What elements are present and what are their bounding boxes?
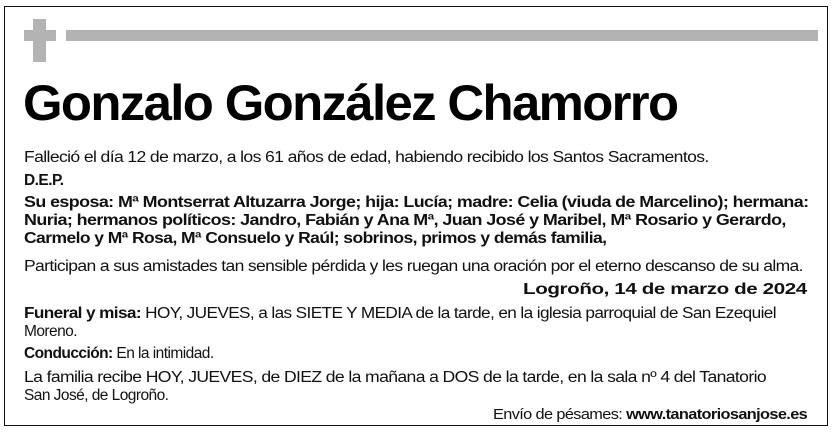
family-line-2: Nuria; hermanos políticos: Jandro, Fabián y Ana Mª, Juan José y Maribel, Mª Rosario y Gerardo,	[24, 212, 786, 229]
cross-icon-arm	[24, 30, 56, 41]
intro-text: Falleció el día 12 de marzo, a los 61 años de edad, habiendo recibido los Santos Sacramentos.	[24, 149, 709, 166]
visitation-line-2: San José, de Logroño.	[24, 387, 169, 404]
funeral-text: HOY, JUEVES, a las SIETE Y MEDIA de la tarde, en la iglesia parroquial de San Ezequiel	[140, 305, 776, 322]
conduction-label: Conducción:	[24, 345, 113, 362]
funeral-line-1	[24, 305, 776, 323]
family-line-3: Carmelo y Mª Rosa, Mª Consuelo y Raúl; sobrinos, primos y demás familia,	[24, 230, 607, 247]
family-line-1: Su esposa: Mª Montserrat Altuzarra Jorge; hija: Lucía; madre: Celia (viuda de Marcelino); hermana:	[24, 194, 809, 211]
conduction-text: En la intimidad.	[112, 345, 214, 362]
header-rule	[66, 30, 818, 41]
condolences-label: Envío de pésames:	[492, 407, 626, 423]
announcement-text: Participan a sus amistades tan sensible pérdida y les ruegan una oración por el eterno descanso de su alma.	[24, 258, 803, 275]
funeral-label: Funeral y misa:	[24, 305, 141, 322]
dep-text: D.E.P.	[24, 172, 64, 189]
deceased-name: Gonzalo González Chamorro	[23, 75, 678, 131]
condolences-link[interactable]: www.tanatoriosanjose.es	[625, 407, 807, 423]
condolences-line	[493, 406, 807, 424]
place-date: Logroño, 14 de marzo de 2024	[523, 281, 807, 298]
funeral-line-2: Moreno.	[24, 323, 78, 340]
conduction-line	[24, 345, 214, 363]
visitation-line-1: La familia recibe HOY, JUEVES, de DIEZ de la mañana a DOS de la tarde, en la sala nº 4 del Tanatorio	[24, 369, 767, 386]
